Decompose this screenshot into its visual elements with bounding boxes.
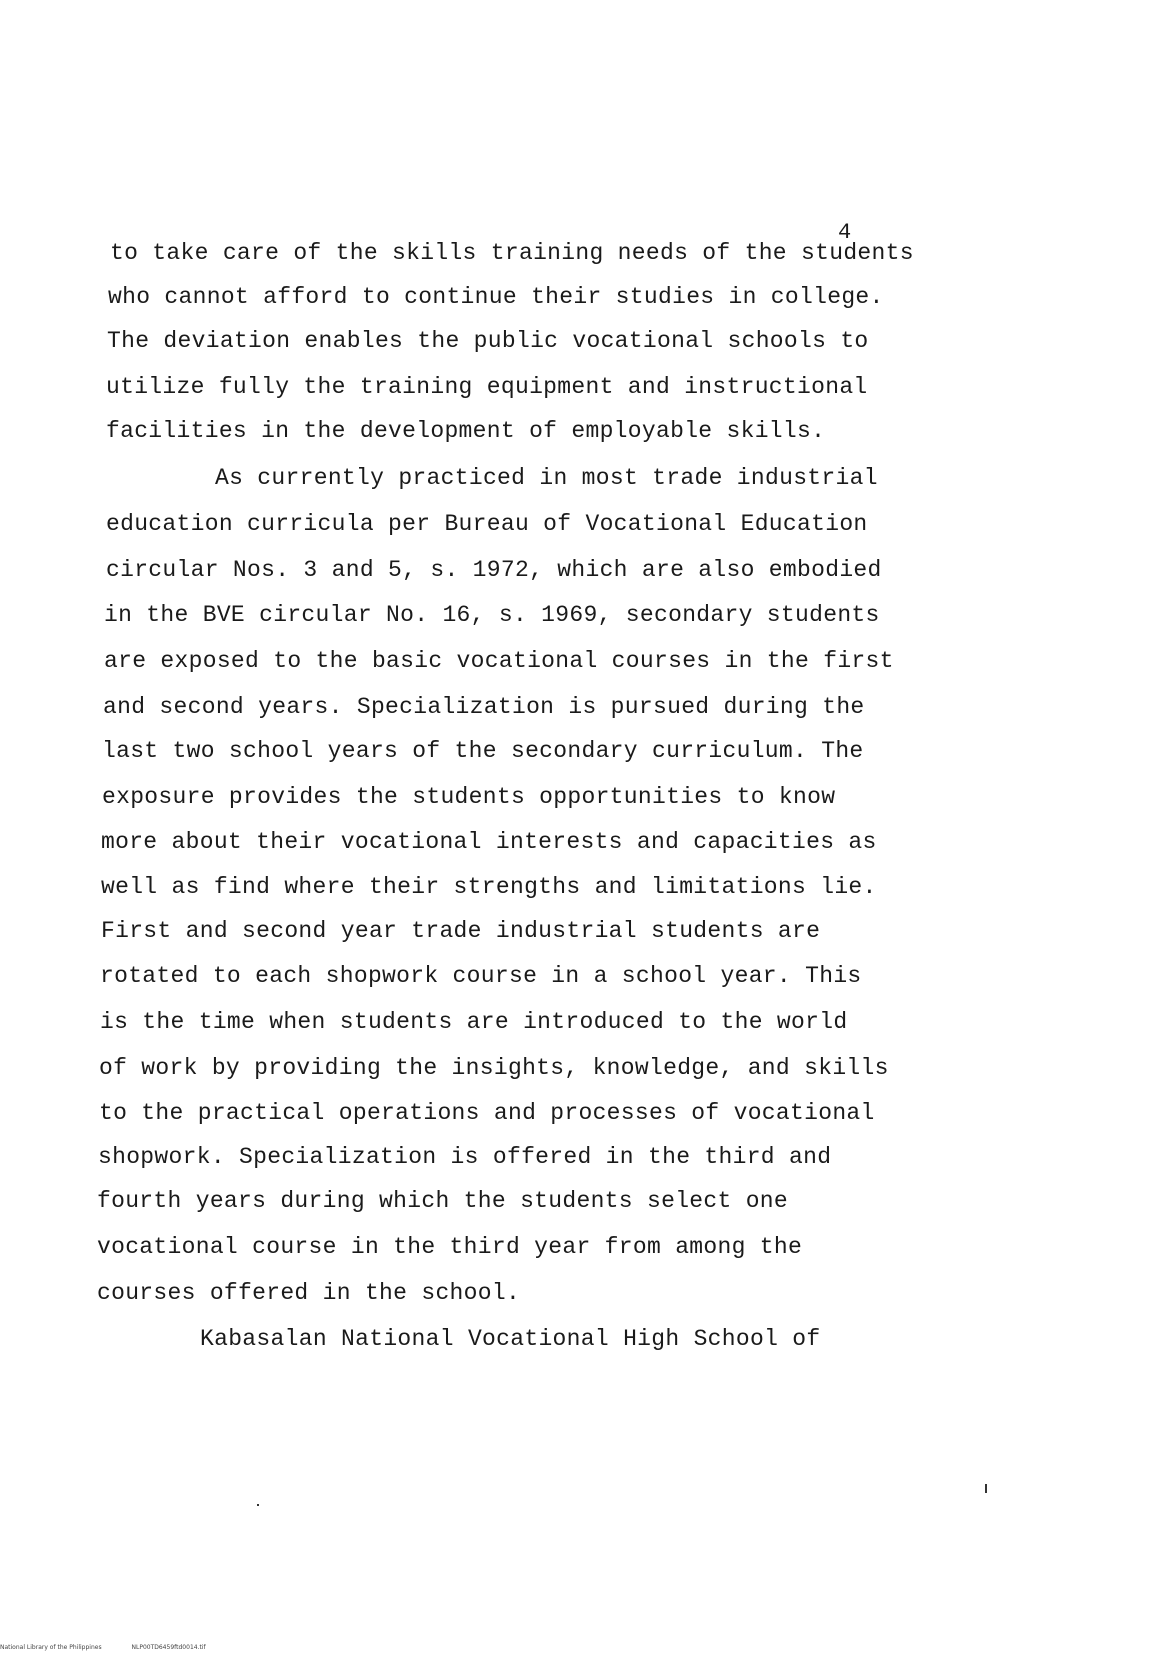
scan-speck <box>257 1504 259 1506</box>
text-line: utilize fully the training equipment and instructional <box>106 374 868 400</box>
scan-footer <box>0 1644 206 1651</box>
text-line: are exposed to the basic vocational courses in the first <box>104 648 894 674</box>
text-line: vocational course in the third year from among the <box>97 1234 803 1260</box>
text-line: fourth years during which the students select one <box>97 1188 789 1214</box>
text-line: who cannot afford to continue their studies in college. <box>108 284 884 310</box>
page-number: 4 <box>838 220 852 245</box>
text-line: more about their vocational interests and capacities as <box>101 829 877 855</box>
scan-speck <box>985 1484 987 1493</box>
text-line: Kabasalan National Vocational High School of <box>200 1326 821 1352</box>
text-line: First and second year trade industrial students are <box>101 918 821 944</box>
footer-file: NLP00TD6459ftd0014.tif <box>131 1644 206 1651</box>
text-line: shopwork. Specialization is offered in the third and <box>98 1144 832 1170</box>
text-line: The deviation enables the public vocational schools to <box>107 328 869 354</box>
text-line: courses offered in the school. <box>97 1280 521 1306</box>
text-line: to take care of the skills training needs of the students <box>110 240 914 266</box>
text-line: exposure provides the students opportunities to know <box>102 784 836 810</box>
text-line: in the BVE circular No. 16, s. 1969, secondary students <box>104 602 880 628</box>
text-line: of work by providing the insights, knowledge, and skills <box>99 1055 889 1081</box>
text-line: to the practical operations and processes of vocational <box>99 1100 875 1126</box>
footer-library: National Library of the Philippines <box>0 1644 102 1651</box>
text-line: well as find where their strengths and limitations lie. <box>101 874 877 900</box>
text-line: rotated to each shopwork course in a school year. This <box>100 963 862 989</box>
text-line: and second years. Specialization is pursued during the <box>103 694 865 720</box>
text-line: education curricula per Bureau of Vocational Education <box>106 511 868 537</box>
text-line: As currently practiced in most trade industrial <box>215 465 878 491</box>
text-line: facilities in the development of employable skills. <box>106 418 826 444</box>
text-line: is the time when students are introduced to the world <box>100 1009 848 1035</box>
text-line: last two school years of the secondary curriculum. The <box>102 738 864 764</box>
text-line: circular Nos. 3 and 5, s. 1972, which are also embodied <box>106 557 882 583</box>
